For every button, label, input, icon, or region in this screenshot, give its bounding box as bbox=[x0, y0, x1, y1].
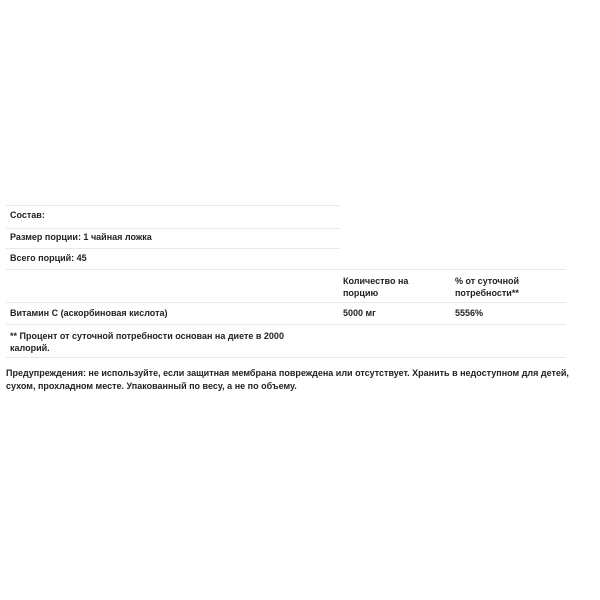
divider bbox=[6, 248, 340, 249]
composition-label: Состав: bbox=[10, 210, 45, 220]
divider bbox=[6, 357, 566, 358]
nutrient-dv: 5556% bbox=[455, 308, 484, 318]
divider bbox=[6, 324, 566, 325]
footnote: ** Процент от суточной потребности основан на диете в 2000 калорий. bbox=[10, 331, 284, 353]
divider bbox=[6, 228, 340, 229]
divider bbox=[6, 269, 566, 270]
nutrient-amount: 5000 мг bbox=[343, 308, 376, 318]
header-amount: Количество на порцию bbox=[343, 276, 409, 298]
serving-size: Размер порции: 1 чайная ложка bbox=[10, 232, 152, 242]
divider bbox=[6, 302, 566, 303]
header-daily-value: % от суточной потребности** bbox=[455, 276, 520, 298]
nutrient-name: Витамин C (аскорбиновая кислота) bbox=[10, 308, 168, 318]
servings-total: Всего порций: 45 bbox=[10, 253, 87, 263]
warning-text: Предупреждения: не используйте, если защитная мембрана повреждена или отсутствует. Хранить в недоступном для детей, сухом, прохладном месте. Упакованный по весу, а не по объему. bbox=[6, 368, 569, 391]
divider bbox=[6, 205, 340, 206]
